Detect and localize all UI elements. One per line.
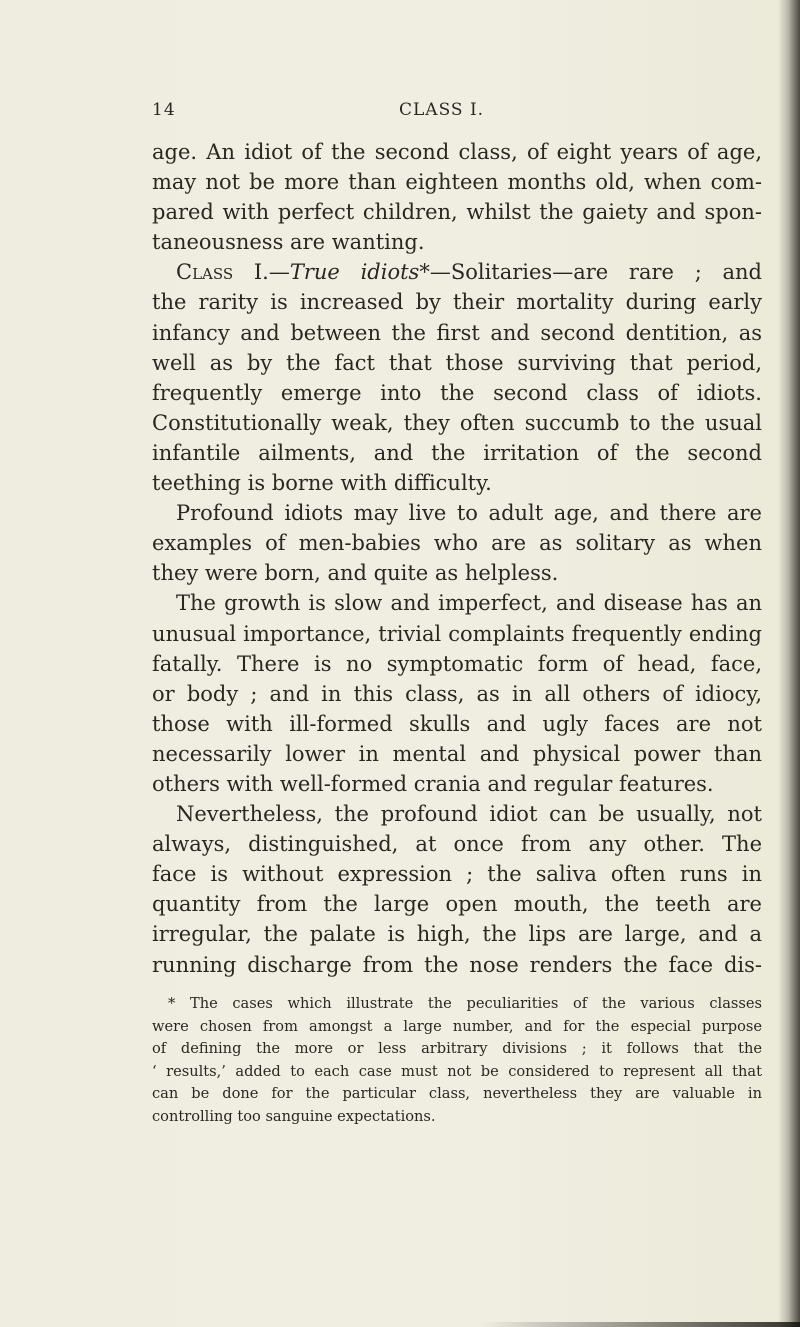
footnote-line: can be done for the particular class, nevertheless they are valuable in bbox=[152, 1085, 762, 1102]
page-bottom-edge bbox=[480, 1322, 800, 1327]
text-line: The growth is slow and imperfect, and disease has an bbox=[176, 591, 762, 616]
text-line: face is without expression ; the saliva often runs in bbox=[152, 862, 762, 887]
footnote-line: were chosen from amongst a large number, and for the especial purpose bbox=[152, 1017, 762, 1035]
text-line: teething is borne with difficulty. bbox=[152, 471, 492, 496]
text-line: infantile ailments, and the irritation of the second bbox=[152, 440, 762, 465]
text-line bbox=[152, 257, 762, 287]
text-line: examples of men-babies who are as solitary as when bbox=[152, 531, 762, 556]
text-line: running discharge from the nose renders the face dis- bbox=[152, 952, 762, 977]
footnote-line: of defining the more or less arbitrary divisions ; it follows that the bbox=[152, 1040, 762, 1057]
page-number: 14 bbox=[152, 100, 176, 120]
text-line: or body ; and in this class, as in all others of idiocy, bbox=[152, 681, 762, 706]
text-line: Profound idiots may live to adult age, and there are bbox=[176, 501, 762, 526]
text-line: pared with perfect children, whilst the gaiety and spon- bbox=[152, 200, 762, 225]
text-line: taneousness are wanting. bbox=[152, 230, 425, 255]
text-line: the rarity is increased by their mortality during early bbox=[152, 290, 762, 315]
text-line: others with well-formed crania and regular features. bbox=[152, 771, 714, 796]
running-head bbox=[0, 100, 800, 124]
text-line: those with ill-formed skulls and ugly faces are not bbox=[152, 711, 762, 736]
text-line: they were born, and quite as helpless. bbox=[152, 561, 559, 586]
text-line: quantity from the large open mouth, the teeth are bbox=[152, 892, 762, 917]
text-line: well as by the fact that those surviving that period, bbox=[152, 350, 762, 375]
text-line: infancy and between the first and second dentition, as bbox=[152, 320, 762, 345]
class-heading: Class I. bbox=[176, 260, 269, 285]
text-line: may not be more than eighteen months old, when com- bbox=[152, 170, 762, 195]
text-line: frequently emerge into the second class of idiots. bbox=[152, 380, 762, 405]
page-edge-shadow bbox=[778, 0, 800, 1327]
footnote-line: ‘ results,’ added to each case must not be considered to represent all that bbox=[152, 1062, 762, 1080]
text-line: fatally. There is no symptomatic form of head, face, bbox=[152, 651, 762, 676]
text-line: Constitutionally weak, they often succumb to the usual bbox=[152, 410, 762, 435]
footnote-line: controlling too sanguine expectations. bbox=[152, 1107, 436, 1125]
text-line: age. An idiot of the second class, of eight years of age, bbox=[152, 140, 762, 164]
text-line: always, distinguished, at once from any other. The bbox=[152, 832, 762, 857]
dash: — bbox=[268, 260, 290, 285]
text-line: unusual importance, trivial complaints frequently ending bbox=[152, 621, 762, 646]
footnote-line: * The cases which illustrate the peculiarities of the various classes bbox=[168, 995, 762, 1012]
chapter-title: CLASS I. bbox=[399, 100, 485, 120]
text-line: irregular, the palate is high, the lips are large, and a bbox=[152, 922, 762, 947]
text-line: necessarily lower in mental and physical power than bbox=[152, 741, 762, 766]
text-line: Nevertheless, the profound idiot can be usually, not bbox=[176, 802, 762, 827]
footnote bbox=[152, 993, 762, 1128]
body-text bbox=[152, 137, 762, 980]
text-run: —Solitaries—are rare ; and bbox=[429, 260, 762, 285]
true-idiots-term: True idiots* bbox=[289, 260, 430, 285]
